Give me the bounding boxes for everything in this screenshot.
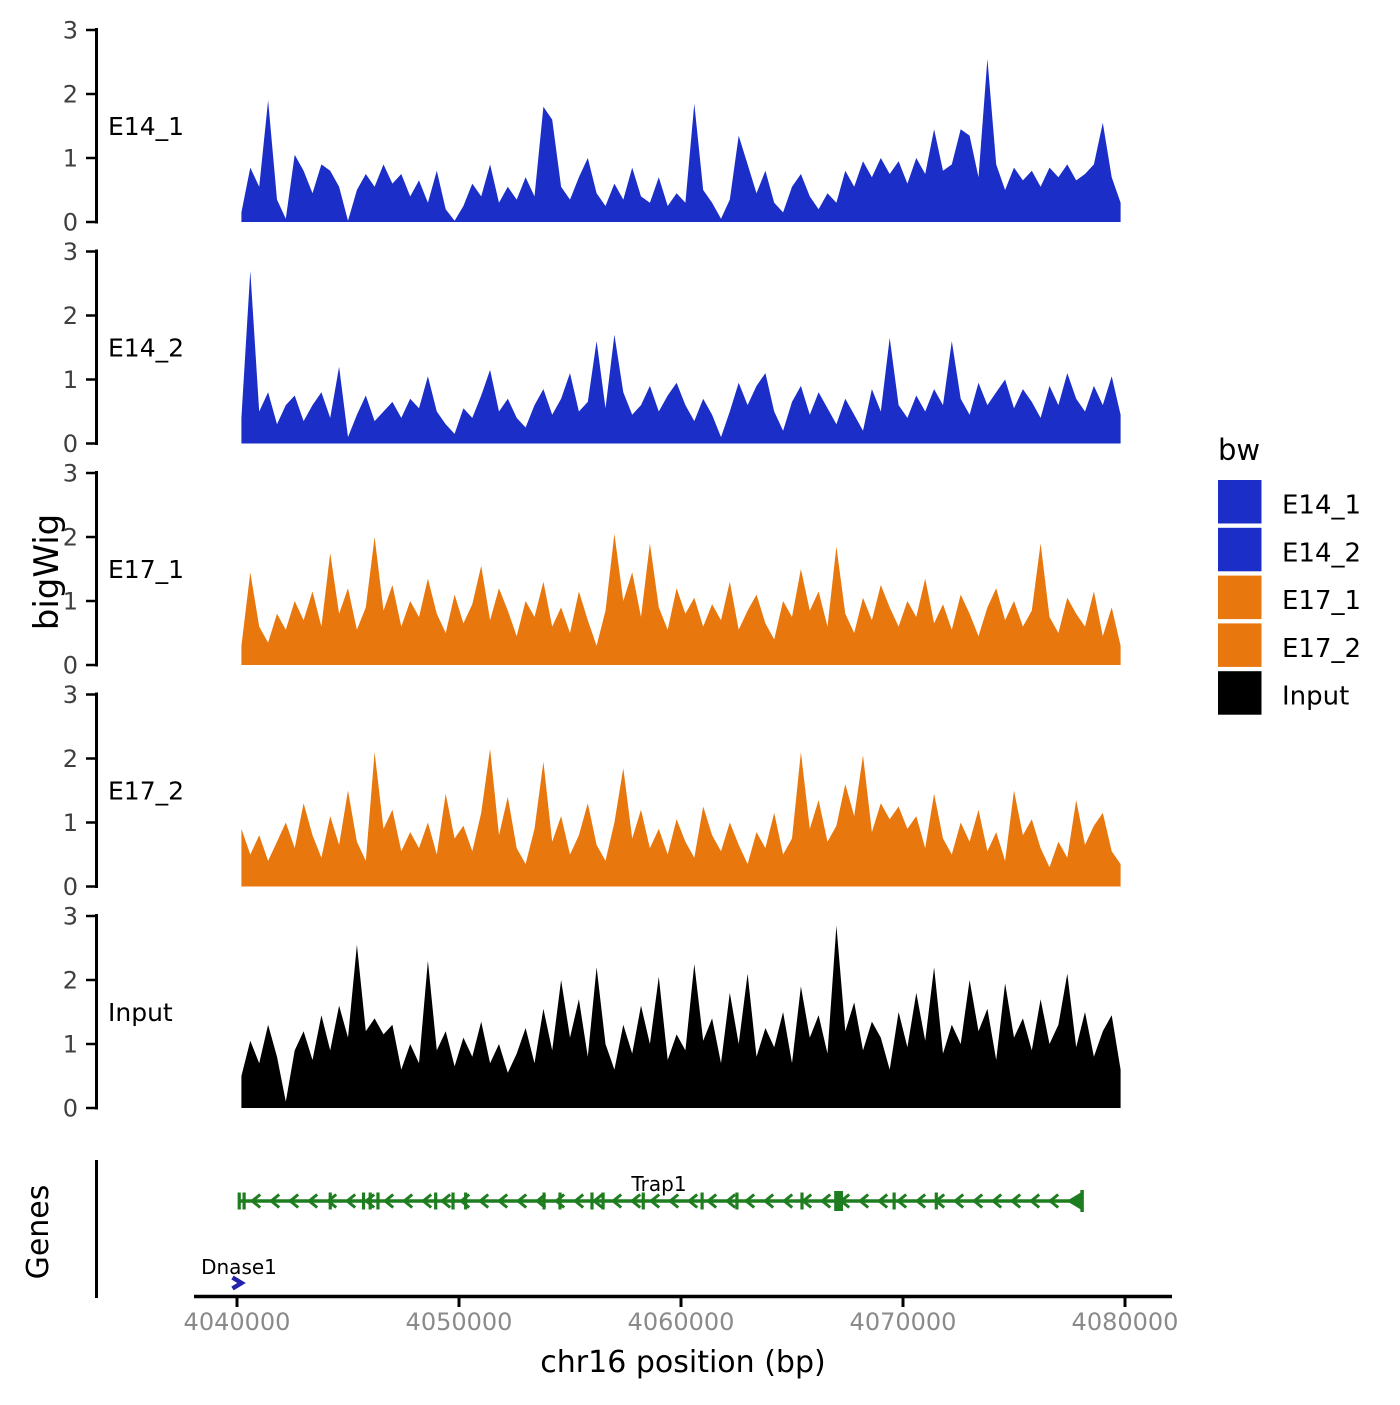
coverage-track-E17_2 (63, 681, 1121, 901)
track-label: E14_1 (108, 112, 185, 141)
track-label: E17_2 (108, 776, 185, 806)
x-tick-label: 4050000 (405, 1308, 513, 1336)
x-tick-label: 4080000 (1071, 1308, 1179, 1336)
coverage-area-E17_1 (241, 534, 1120, 665)
legend-label-E14_1: E14_1 (1282, 490, 1362, 521)
coverage-area-Input (241, 926, 1120, 1108)
y-tick-label: 0 (62, 208, 78, 237)
y-tick-label: 1 (62, 1030, 78, 1059)
coverage-track-E17_1 (63, 460, 1121, 680)
y-tick-label: 3 (62, 459, 78, 488)
trap1-gene-label: Trap1 (631, 1172, 687, 1196)
y-tick-label: 1 (62, 809, 78, 837)
y-tick-label: 0 (62, 651, 78, 680)
x-axis (184, 1297, 1179, 1337)
gene-exon-block (834, 1191, 843, 1211)
legend-swatch-E14_1 (1218, 480, 1262, 524)
legend-label-E17_2: E17_2 (1282, 633, 1362, 664)
y-tick-label: 2 (62, 80, 78, 109)
y-tick-label: 0 (62, 1094, 78, 1123)
legend-label-Input: Input (1282, 681, 1350, 712)
track-label: E17_1 (108, 555, 185, 584)
y-tick-label: 3 (62, 681, 78, 709)
legend (1218, 480, 1361, 715)
track-label: E14_2 (108, 333, 185, 363)
dnase1-strand-arrow-icon (233, 1278, 242, 1289)
x-tick-label: 4040000 (183, 1308, 291, 1336)
y-tick-label: 1 (62, 587, 78, 616)
legend-swatch-Input (1218, 671, 1262, 715)
coverage-area-E14_2 (241, 271, 1120, 444)
genes-panel-title: Genes (21, 1184, 56, 1280)
dnase1-gene-label: Dnase1 (201, 1255, 277, 1279)
y-tick-label: 3 (62, 902, 78, 931)
y-tick-label: 1 (62, 144, 78, 173)
x-axis-title: chr16 position (bp) (540, 1345, 826, 1380)
coverage-tracks (63, 17, 1121, 1123)
legend-swatch-E17_2 (1218, 623, 1262, 667)
legend-swatch-E14_2 (1218, 528, 1262, 572)
track-label: Input (108, 998, 173, 1027)
y-axis-title: bigWig (27, 513, 67, 631)
y-tick-label: 3 (62, 238, 78, 266)
y-tick-label: 1 (62, 366, 78, 394)
legend-label-E17_1: E17_1 (1282, 586, 1362, 617)
coverage-track-E14_2 (63, 238, 1121, 458)
y-tick-label: 0 (62, 873, 78, 901)
y-tick-label: 3 (62, 16, 78, 45)
legend-label-E14_2: E14_2 (1282, 538, 1362, 569)
x-tick-label: 4060000 (627, 1308, 735, 1336)
legend-swatch-E17_1 (1218, 576, 1262, 620)
y-tick-label: 2 (62, 302, 78, 330)
y-tick-label: 2 (62, 523, 78, 552)
y-tick-label: 2 (62, 745, 78, 773)
gene-end-arrow-icon (1067, 1192, 1082, 1210)
x-tick-label: 4070000 (849, 1308, 957, 1336)
coverage-track-E14_1 (63, 17, 1121, 237)
y-tick-label: 2 (62, 966, 78, 995)
legend-title: bw (1218, 433, 1261, 467)
y-tick-label: 0 (62, 430, 78, 458)
coverage-area-E17_2 (241, 749, 1120, 887)
coverage-track-Input (63, 903, 1121, 1123)
coverage-area-E14_1 (241, 59, 1120, 222)
